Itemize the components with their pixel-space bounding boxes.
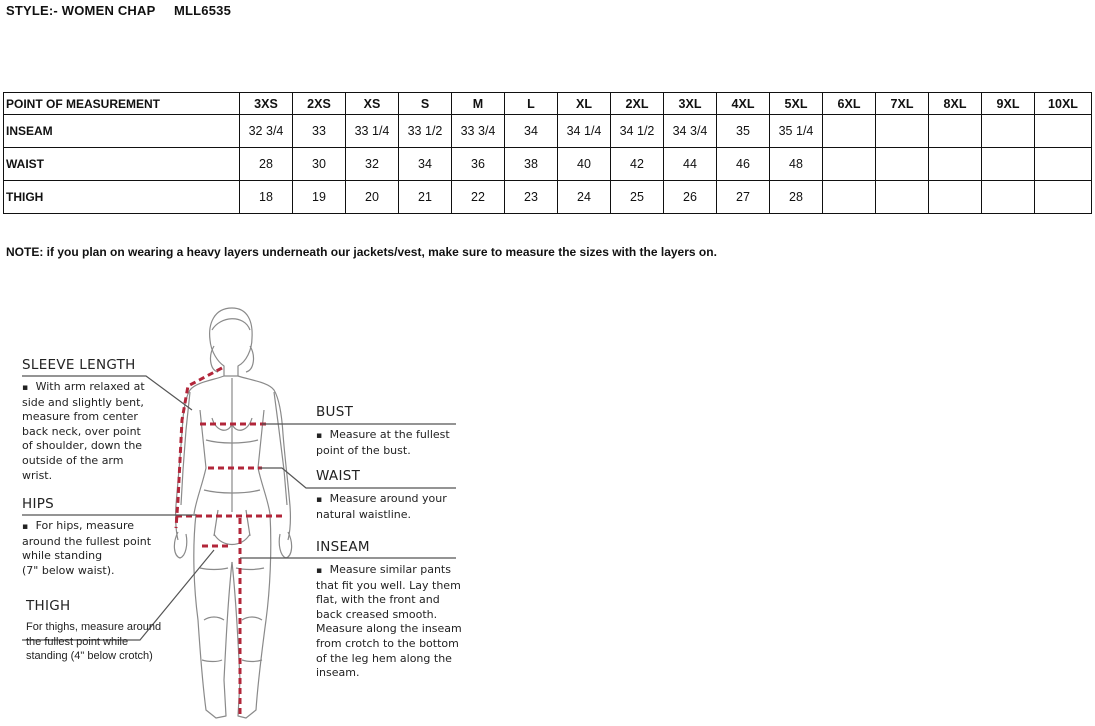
table-cell xyxy=(1035,115,1092,148)
table-cell: 34 3/4 xyxy=(664,115,717,148)
table-cell: 34 xyxy=(505,115,558,148)
table-cell xyxy=(823,181,876,214)
hips-title: HIPS xyxy=(22,496,55,512)
table-cell: 23 xyxy=(505,181,558,214)
thigh-line: the fullest point while xyxy=(26,635,129,648)
table-cell xyxy=(1035,148,1092,181)
inseam-line: Measure similar pants xyxy=(329,563,451,576)
table-header-row xyxy=(4,93,1092,115)
table-row xyxy=(4,115,1092,148)
table-cell xyxy=(823,115,876,148)
thigh-desc xyxy=(26,620,161,664)
size-header: 2XS xyxy=(293,93,346,115)
size-header: 7XL xyxy=(876,93,929,115)
style-label: STYLE:- WOMEN CHAP xyxy=(6,3,156,18)
bust-title: BUST xyxy=(316,404,354,420)
size-header: 3XL xyxy=(664,93,717,115)
table-cell: 33 1/4 xyxy=(346,115,399,148)
table-cell xyxy=(982,115,1035,148)
hips-line: (7" below waist). xyxy=(22,563,115,577)
size-header: 6XL xyxy=(823,93,876,115)
table-cell xyxy=(823,148,876,181)
table-cell xyxy=(1035,181,1092,214)
inseam-line: of the leg hem along the xyxy=(316,651,452,665)
table-cell xyxy=(929,181,982,214)
sleeve-line: measure from center xyxy=(22,410,138,424)
table-cell: 20 xyxy=(346,181,399,214)
table-cell xyxy=(876,115,929,148)
sleeve-line: back neck, over point xyxy=(22,424,141,438)
table-cell xyxy=(929,148,982,181)
table-cell: 25 xyxy=(611,181,664,214)
size-header: 4XL xyxy=(717,93,770,115)
size-header: XS xyxy=(346,93,399,115)
size-header: L xyxy=(505,93,558,115)
measurement-dashes xyxy=(176,368,286,716)
header xyxy=(6,3,232,18)
table-cell xyxy=(876,181,929,214)
thigh-line: standing (4" below crotch) xyxy=(26,650,153,663)
hips-line: For hips, measure xyxy=(35,519,135,532)
size-header: 3XS xyxy=(240,93,293,115)
table-cell: 33 3/4 xyxy=(452,115,505,148)
sleeve-line: wrist. xyxy=(22,468,53,482)
inseam-desc xyxy=(316,563,462,681)
waist-desc xyxy=(316,492,447,522)
table-cell: 48 xyxy=(770,148,823,181)
size-header: 2XL xyxy=(611,93,664,115)
hips-guide xyxy=(22,496,151,578)
table-row xyxy=(4,181,1092,214)
size-header: S xyxy=(399,93,452,115)
table-cell: 40 xyxy=(558,148,611,181)
sleeve-length-title: SLEEVE LENGTH xyxy=(22,357,136,373)
table-cell: 28 xyxy=(240,148,293,181)
size-header: 8XL xyxy=(929,93,982,115)
sleeve-length-guide xyxy=(22,357,145,483)
table-cell: 18 xyxy=(240,181,293,214)
inseam-title: INSEAM xyxy=(316,539,370,555)
inseam-line: inseam. xyxy=(316,666,360,680)
hips-line: around the fullest point xyxy=(22,534,152,548)
sleeve-line: side and slightly bent, xyxy=(22,395,144,409)
table-cell xyxy=(929,115,982,148)
table-cell: 30 xyxy=(293,148,346,181)
inseam-line: flat, with the front and xyxy=(316,593,440,607)
table-cell xyxy=(982,181,1035,214)
size-header: 5XL xyxy=(770,93,823,115)
inseam-line: from crotch to the bottom xyxy=(316,636,459,650)
inseam-line: that fit you well. Lay them xyxy=(316,578,461,592)
table-cell xyxy=(982,148,1035,181)
inseam-line: Measure along the inseam xyxy=(316,622,462,636)
thigh-guide xyxy=(26,598,161,664)
table-cell: 46 xyxy=(717,148,770,181)
table-cell: 42 xyxy=(611,148,664,181)
size-header: 9XL xyxy=(982,93,1035,115)
sleeve-dash xyxy=(176,368,222,528)
row-label: WAIST xyxy=(4,148,240,181)
size-chart-table xyxy=(3,92,1092,214)
table-cell: 24 xyxy=(558,181,611,214)
table-cell: 34 xyxy=(399,148,452,181)
hips-desc xyxy=(22,519,151,578)
inseam-guide xyxy=(316,539,462,681)
table-cell: 28 xyxy=(770,181,823,214)
table-cell: 36 xyxy=(452,148,505,181)
table-cell: 32 3/4 xyxy=(240,115,293,148)
sleeve-length-desc xyxy=(22,380,145,483)
style-code: MLL6535 xyxy=(174,3,232,18)
table-cell: 32 xyxy=(346,148,399,181)
table-cell: 35 1/4 xyxy=(770,115,823,148)
size-header: XL xyxy=(558,93,611,115)
table-cell xyxy=(876,148,929,181)
table-cell: 38 xyxy=(505,148,558,181)
waist-line: natural waistline. xyxy=(316,507,411,521)
bust-line: point of the bust. xyxy=(316,443,411,457)
corner-label: POINT OF MEASUREMENT xyxy=(4,93,240,115)
layering-note: NOTE: if you plan on wearing a heavy layers underneath our jackets/vest, make sure to measure the sizes with the layers on. xyxy=(6,245,717,259)
sleeve-line: of shoulder, down the xyxy=(22,439,143,453)
row-label: THIGH xyxy=(4,181,240,214)
table-cell: 35 xyxy=(717,115,770,148)
bust-line: Measure at the fullest xyxy=(329,428,450,441)
table-cell: 22 xyxy=(452,181,505,214)
figure-outline xyxy=(174,308,291,718)
table-cell: 34 1/2 xyxy=(611,115,664,148)
measurement-guide xyxy=(0,300,470,726)
waist-guide xyxy=(316,468,447,522)
waist-title: WAIST xyxy=(316,468,361,484)
table-cell: 44 xyxy=(664,148,717,181)
table-cell: 26 xyxy=(664,181,717,214)
sleeve-line: With arm relaxed at xyxy=(35,380,145,393)
table-cell: 33 1/2 xyxy=(399,115,452,148)
hips-line: while standing xyxy=(22,549,103,563)
size-header: M xyxy=(452,93,505,115)
table-row xyxy=(4,148,1092,181)
thigh-line: For thighs, measure around xyxy=(26,621,162,633)
table-cell: 21 xyxy=(399,181,452,214)
table-cell: 19 xyxy=(293,181,346,214)
sleeve-line: outside of the arm xyxy=(22,453,124,467)
table-cell: 34 1/4 xyxy=(558,115,611,148)
bust-desc xyxy=(316,428,450,458)
row-label: INSEAM xyxy=(4,115,240,148)
waist-line: Measure around your xyxy=(329,492,447,505)
inseam-line: back creased smooth. xyxy=(316,607,438,621)
thigh-title: THIGH xyxy=(26,598,71,614)
table-cell: 33 xyxy=(293,115,346,148)
bust-guide xyxy=(316,404,450,458)
size-header: 10XL xyxy=(1035,93,1092,115)
table-cell: 27 xyxy=(717,181,770,214)
